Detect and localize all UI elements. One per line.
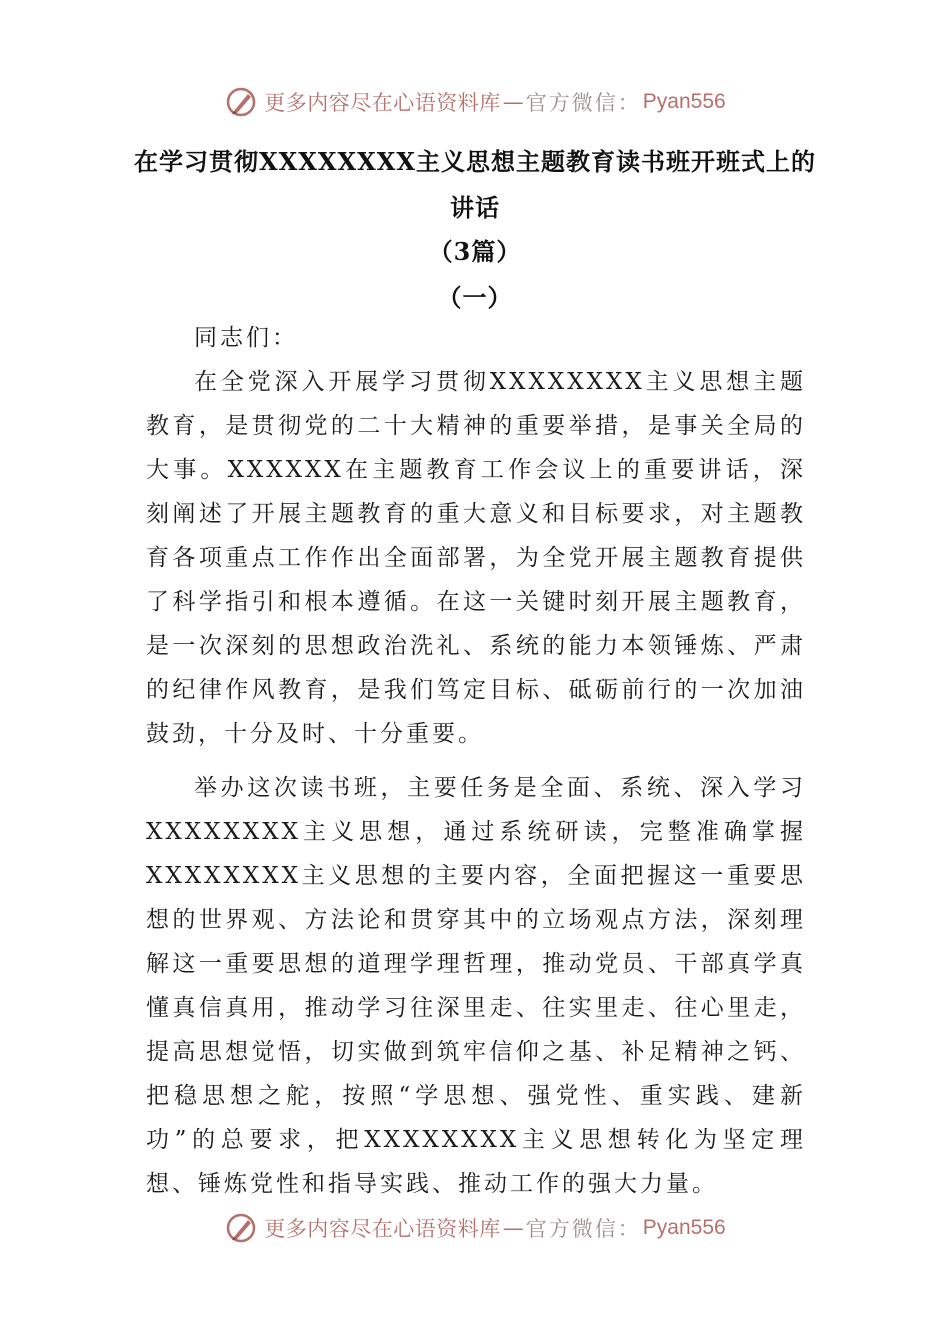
salutation: 同志们： [194, 325, 298, 351]
footer-banner-wechat-label: 官方微信： [525, 1217, 641, 1241]
banner-text: 更多内容尽在心语资料库 [264, 91, 501, 115]
paragraph-1: 在全党深入开展学习贯彻XXXXXXXX主义思想主题教育，是贯彻党的二十大精神的重要举措，是事关全局的大事。XXXXXX在主题教育工作会议上的重要讲话，深刻阐述了开展主题教育的重大意义和目标要求，对主题教育各项重点工作作出全面部署，为全党开展主题教育提供了科学指引和根本遵循。在这一关键时刻开展主题教育，是一次深刻的思想政治洗礼、系统的能力本领锤炼、严肃的纪律作风教育，是我们笃定目标、砥砺前行的一次加油鼓劲，十分及时、十分重要。 [146, 369, 806, 747]
document-title: 在学习贯彻XXXXXXXX主义思想主题教育读书班开班式上的 [134, 147, 816, 176]
footer-banner [0, 1208, 950, 1248]
paragraph-2: 举办这次读书班，主要任务是全面、系统、深入学习XXXXXXXX主义思想，通过系统研读，完整准确掌握XXXXXXXX主义思想的主要内容，全面把握这一重要思想的世界观、方法论和贯穿其中的立场观点方法，深刻理解这一重要思想的道理学理哲理，推动党员、干部真学真懂真信真用，推动学习往深里走、往实里走、往心里走，提高思想觉悟，切实做到筑牢信仰之基、补足精神之钙、把稳思想之舵，按照“学思想、强党性、重实践、建新功”的总要求，把XXXXXXXX主义思想转化为坚定理想、锤炼党性和指导实践、推动工作的强大力量。 [146, 775, 806, 1197]
banner-wechat-id: Pyan556 [642, 90, 726, 113]
footer-banner-dash: — [502, 1216, 524, 1240]
footer-banner-wechat-id: Pyan556 [642, 1216, 726, 1239]
document-body [146, 316, 806, 1206]
footer-banner-text: 更多内容尽在心语资料库 [264, 1217, 501, 1241]
pen-logo-icon [224, 1211, 258, 1245]
document-subtitle: （3篇） [428, 237, 522, 266]
banner-wechat-label: 官方微信： [525, 91, 641, 115]
section-label: （一） [437, 283, 513, 312]
document-title-continued: 讲话 [450, 193, 500, 222]
pen-logo-icon [224, 85, 258, 119]
header-banner [0, 82, 950, 122]
banner-dash: — [502, 90, 524, 114]
